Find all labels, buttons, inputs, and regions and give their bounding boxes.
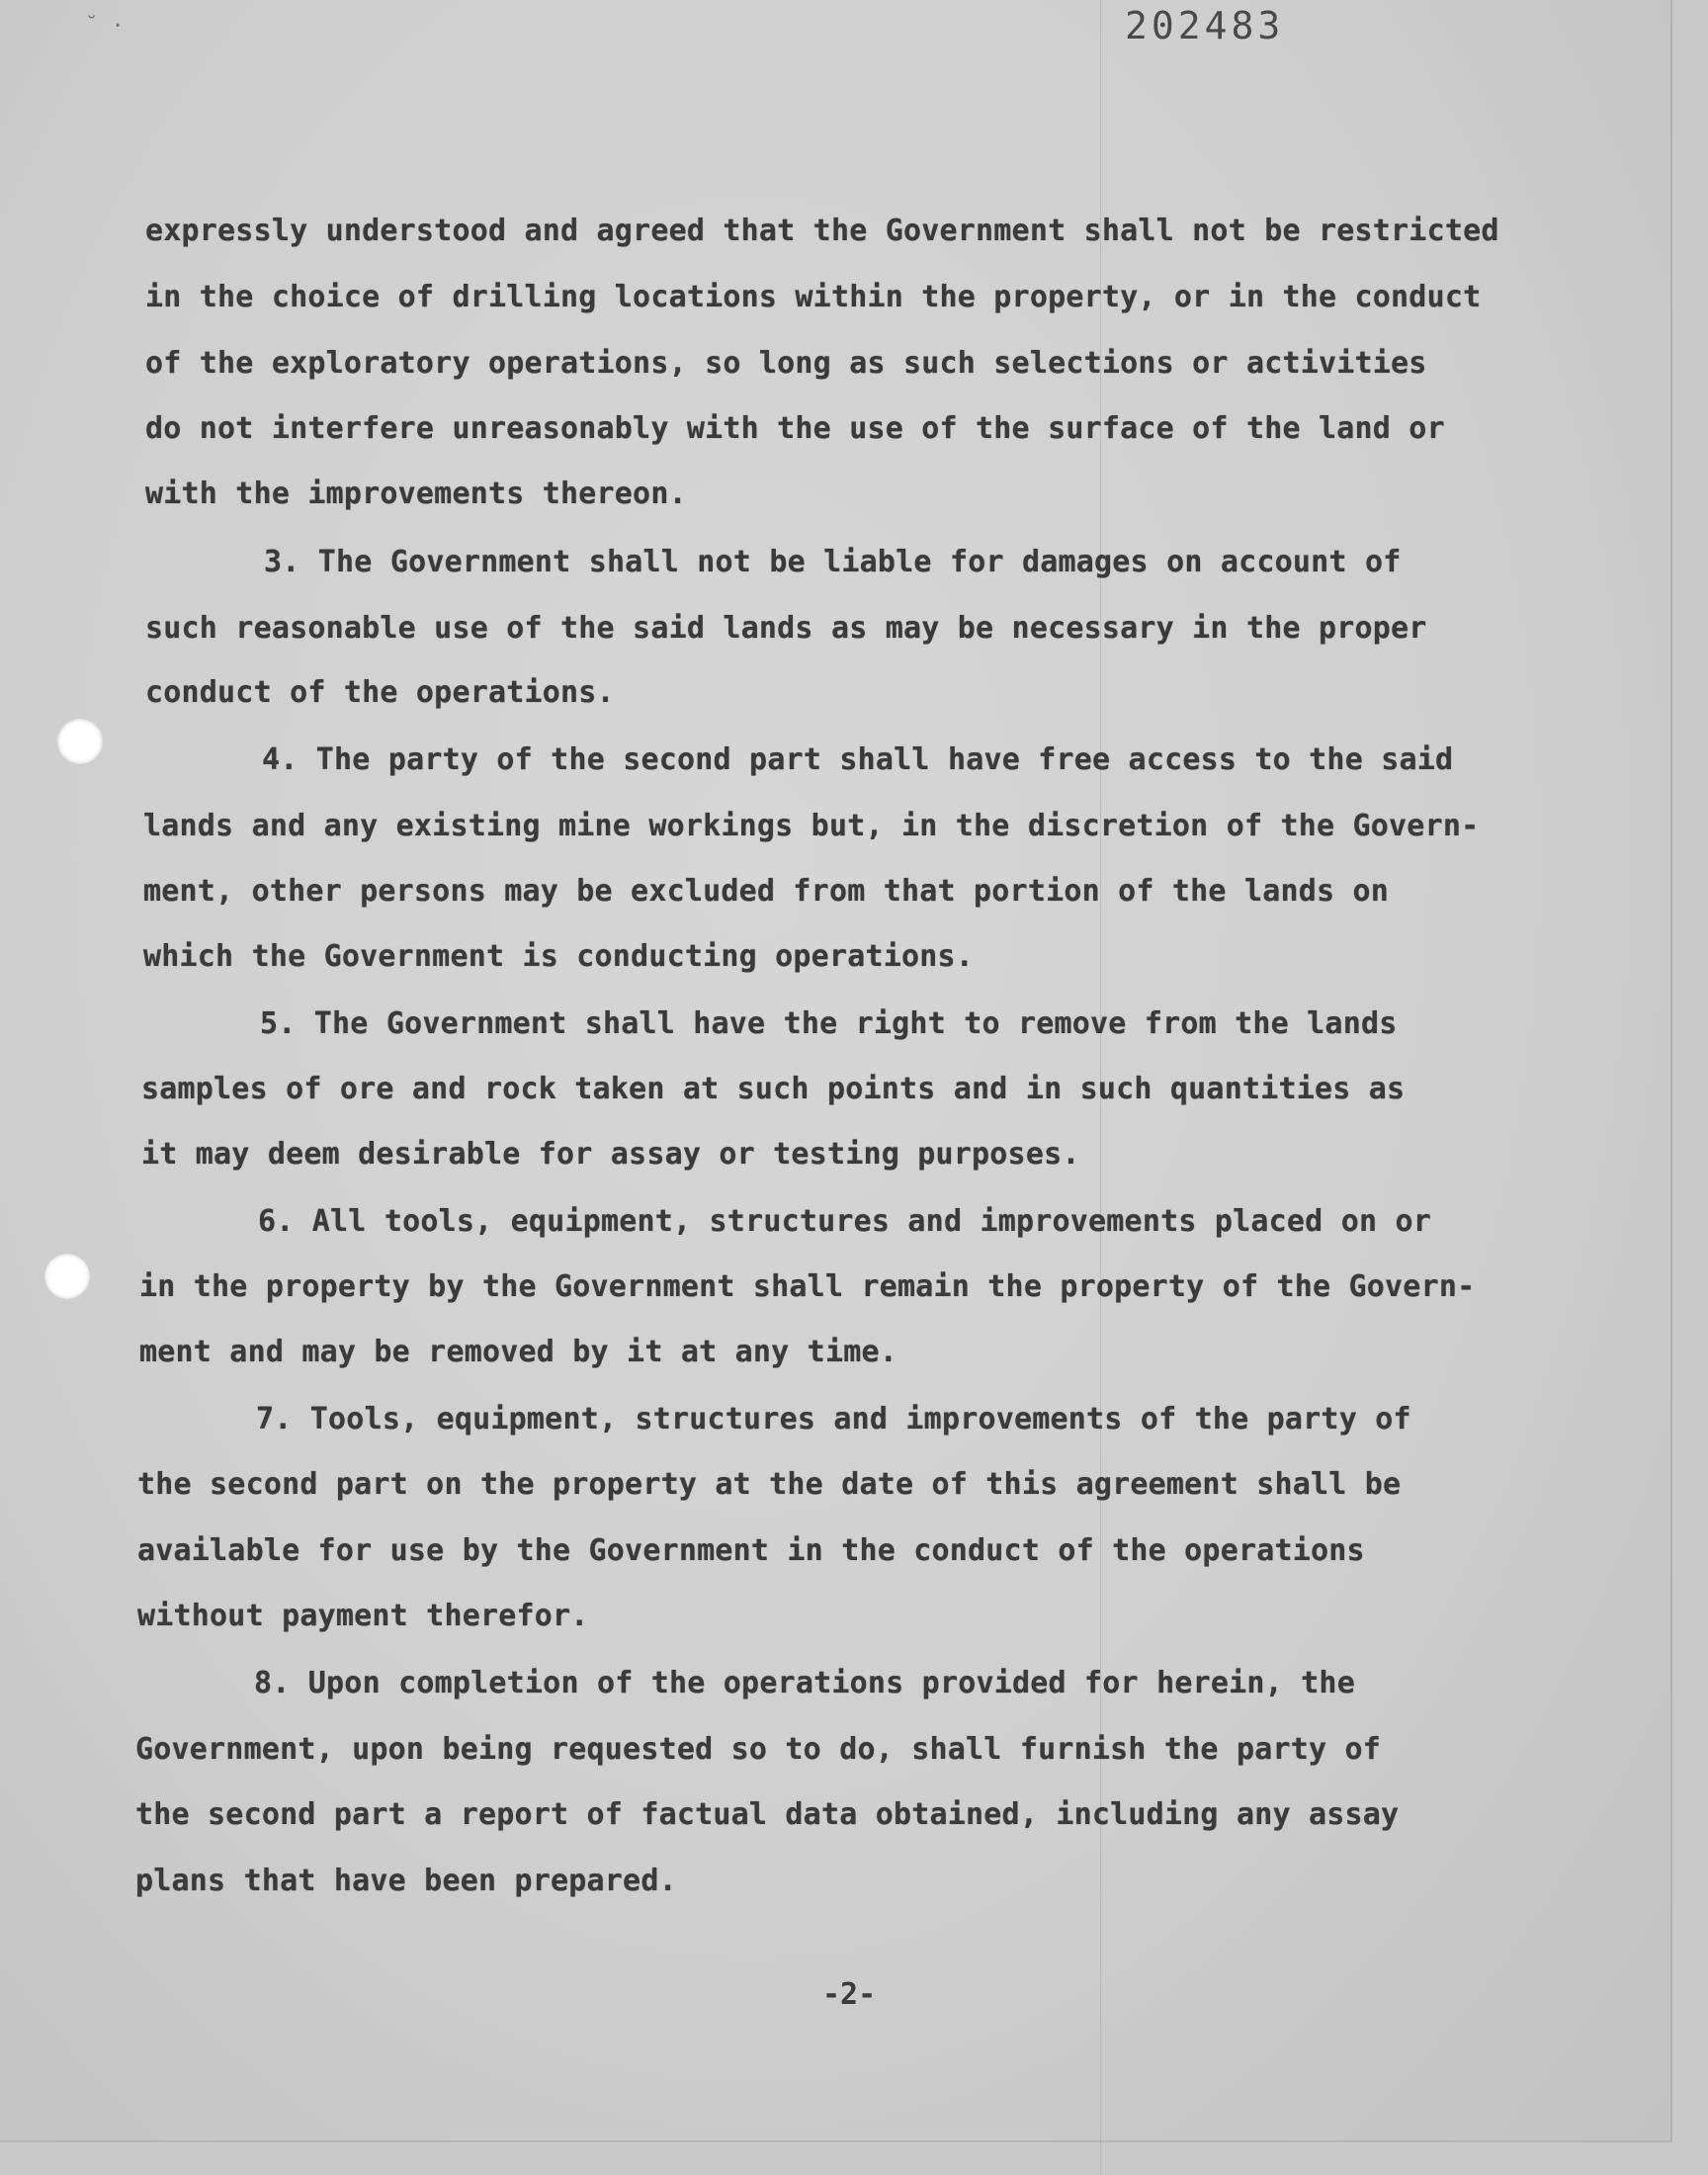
clause-8-line: 8. Upon completion of the operations provided for herein, the xyxy=(254,1666,1355,1700)
clause-3-line: 3. The Government shall not be liable for damages on account of xyxy=(264,545,1402,579)
body-line: which the Government is conducting operations. xyxy=(143,939,975,974)
document-stamp-number: 202483 xyxy=(1125,4,1285,47)
body-line: with the improvements thereon. xyxy=(145,477,687,511)
body-line: samples of ore and rock taken at such points and in such quantities as xyxy=(141,1072,1406,1106)
body-line: without payment therefor. xyxy=(137,1599,589,1633)
body-line: conduct of the operations. xyxy=(145,675,615,710)
clause-7-line: 7. Tools, equipment, structures and improvements of the party of xyxy=(256,1402,1411,1436)
body-line: it may deem desirable for assay or testing purposes. xyxy=(141,1137,1080,1172)
page-number: -2- xyxy=(822,1977,877,2012)
corner-mark-icon: ˘ · xyxy=(85,14,125,39)
body-line: the second part a report of factual data obtained, including any assay xyxy=(135,1797,1400,1832)
clause-4-line: 4. The party of the second part shall have free access to the said xyxy=(262,742,1454,777)
body-line: in the choice of drilling locations within the property, or in the conduct xyxy=(145,280,1482,314)
clause-5-line: 5. The Government shall have the right to remove from the lands xyxy=(260,1006,1398,1041)
clause-6-line: 6. All tools, equipment, structures and improvements placed on or xyxy=(258,1204,1431,1239)
body-line: lands and any existing mine workings but, in the discretion of the Govern- xyxy=(143,809,1480,843)
body-line: ment, other persons may be excluded from that portion of the lands on xyxy=(143,874,1390,909)
body-line: expressly understood and agreed that the Government shall not be restricted xyxy=(145,214,1499,248)
body-line: the second part on the property at the date of this agreement shall be xyxy=(137,1467,1402,1502)
body-line: such reasonable use of the said lands as may be necessary in the proper xyxy=(145,611,1427,646)
body-line: do not interfere unreasonably with the use of the surface of the land or xyxy=(145,411,1445,446)
body-line: plans that have been prepared. xyxy=(135,1864,677,1898)
body-line: ment and may be removed by it at any time. xyxy=(139,1335,897,1369)
body-line: of the exploratory operations, so long as such selections or activities xyxy=(145,346,1427,381)
body-line: Government, upon being requested so to do, shall furnish the party of xyxy=(135,1732,1382,1767)
punch-hole-icon xyxy=(44,1254,90,1299)
body-line: available for use by the Government in the conduct of the operations xyxy=(137,1533,1365,1568)
body-line: in the property by the Government shall remain the property of the Govern- xyxy=(139,1269,1476,1304)
punch-hole-icon xyxy=(57,719,103,764)
